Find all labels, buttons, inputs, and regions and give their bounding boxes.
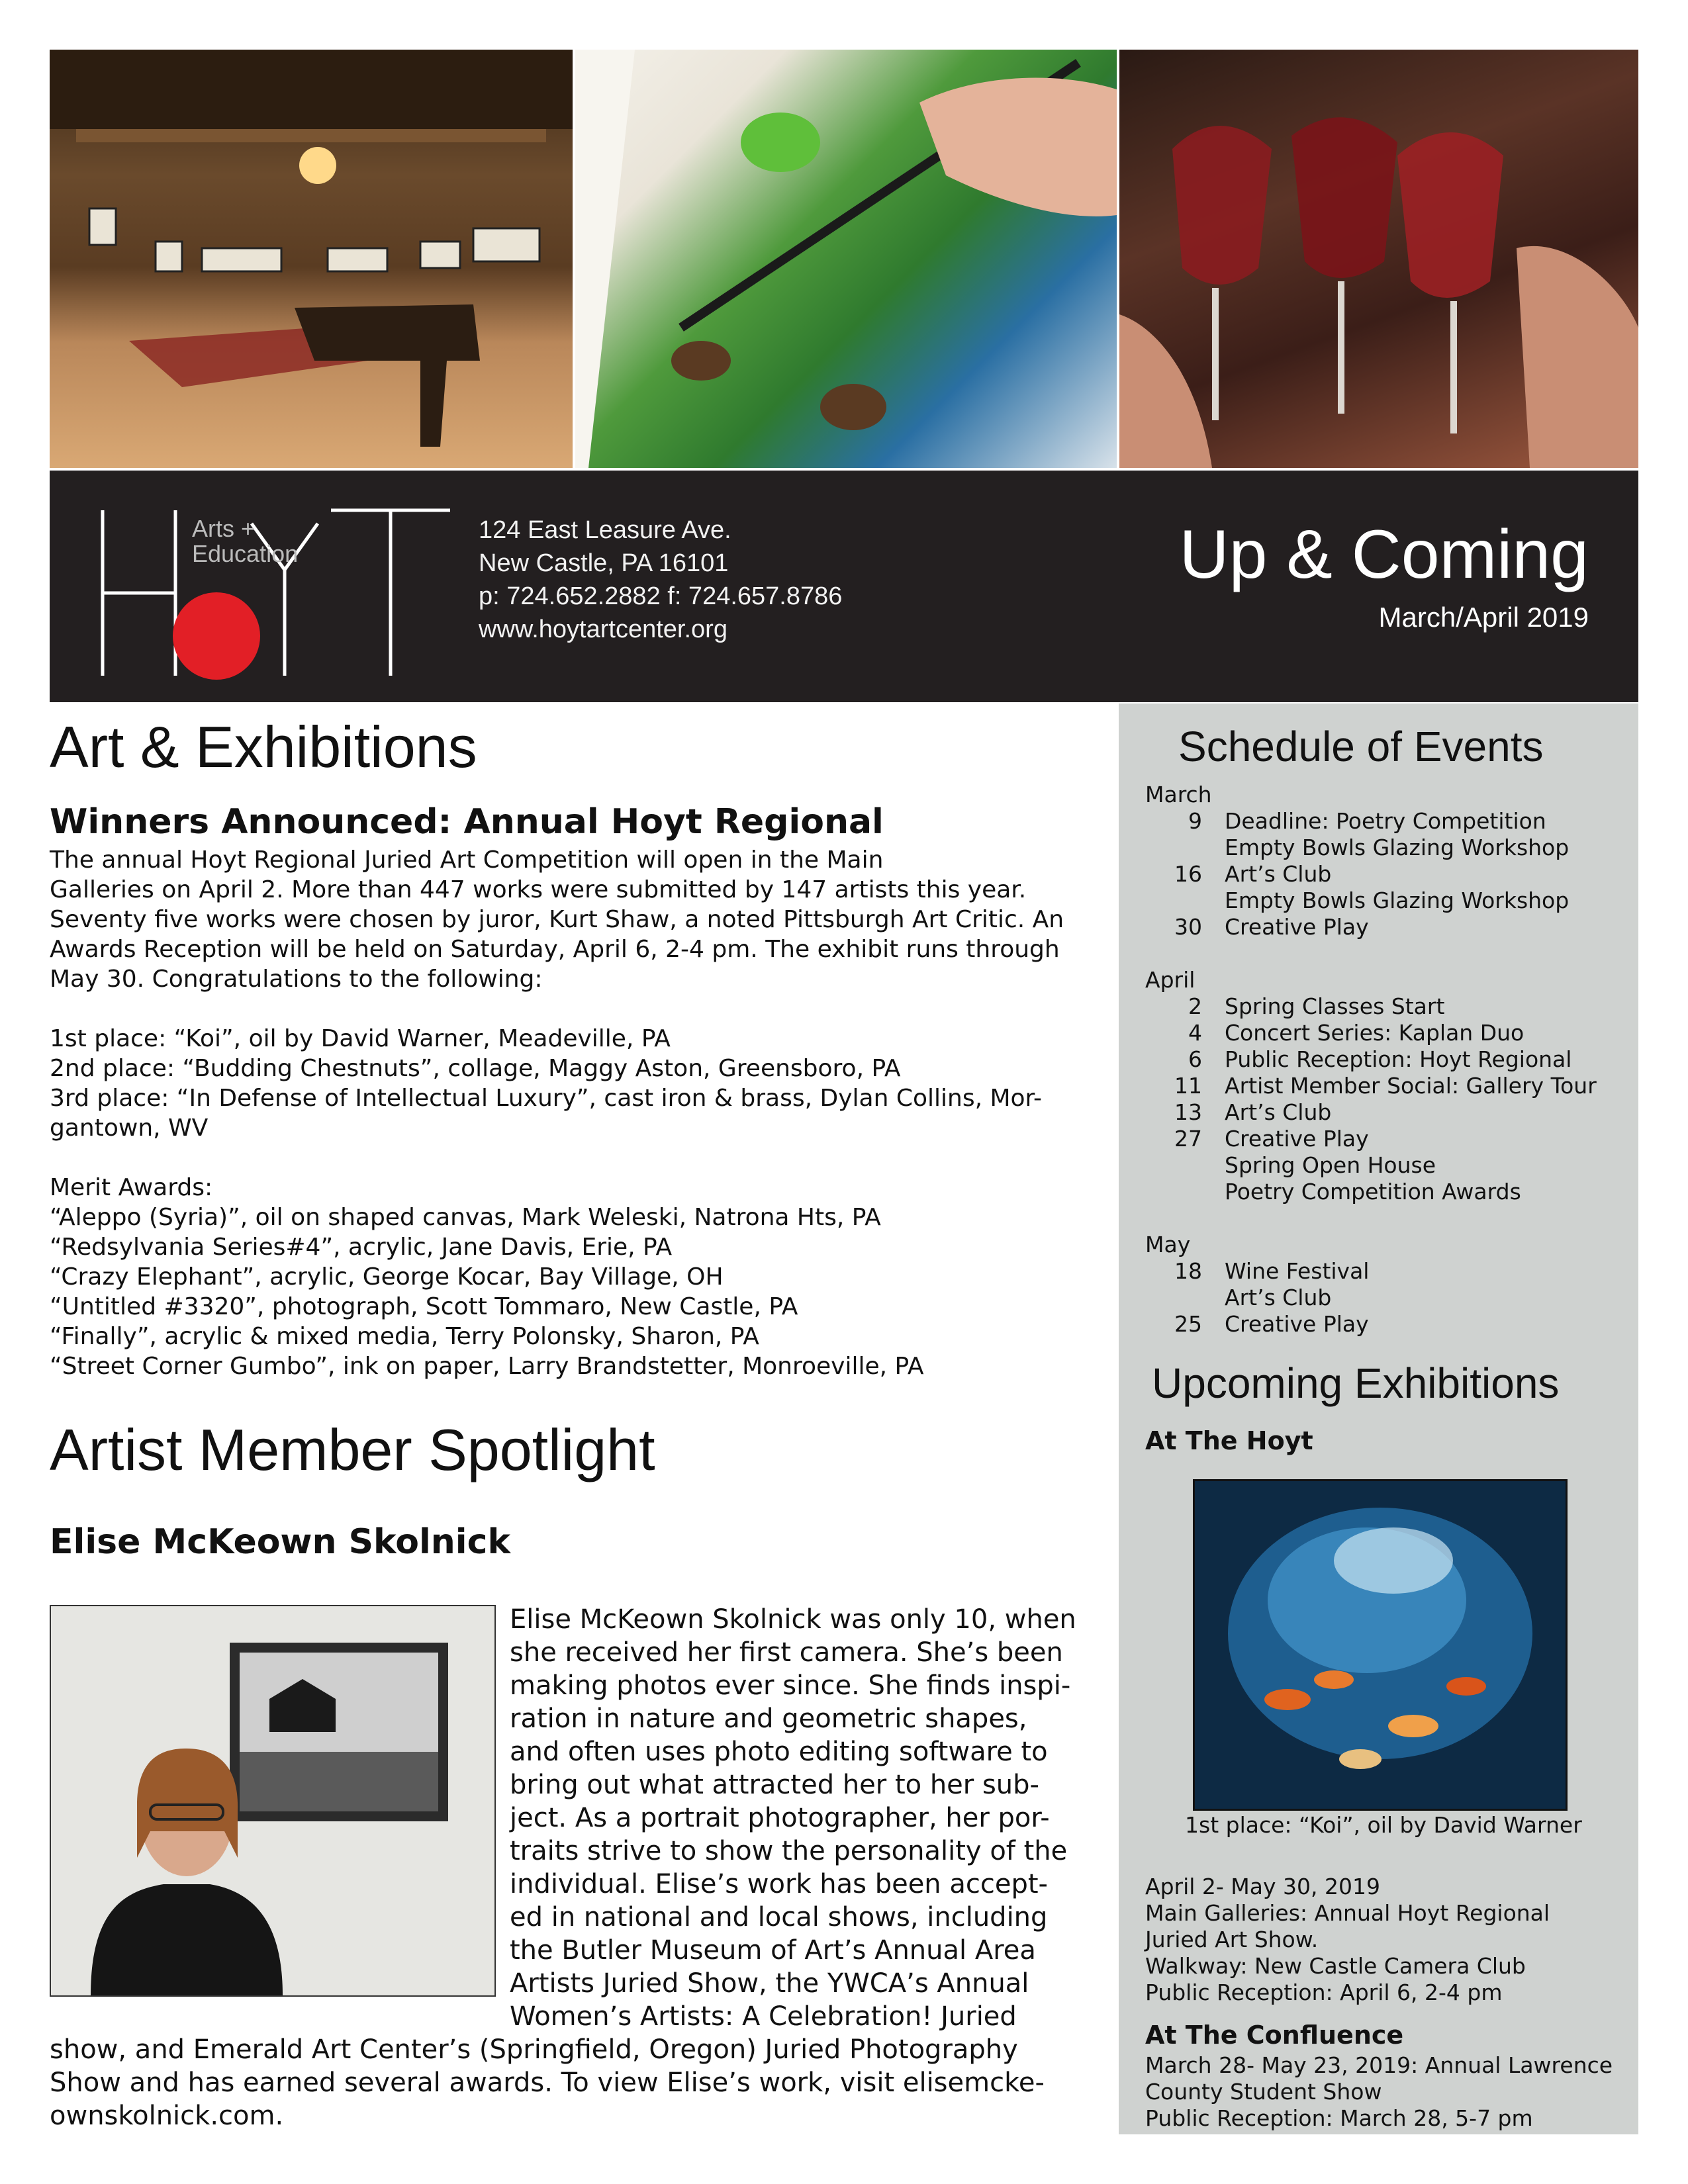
at-confluence-details: [1145, 2052, 1613, 2132]
bio-line: Women’s Artists: A Celebration! Juried: [510, 2001, 1017, 2032]
month-label: April: [1145, 967, 1196, 993]
place-line: 1st place: “Koi”, oil by David Warner, Meadeville, PA: [50, 1025, 671, 1052]
bio-line: ownskolnick.com.: [50, 2101, 284, 2131]
spotlight-artist-name: Elise McKeown Skolnick: [50, 1522, 511, 1562]
spotlight-heading: Artist Member Spotlight: [50, 1417, 655, 1482]
hoyt-logo: [96, 484, 467, 696]
upcoming-heading: Upcoming Exhibitions: [1152, 1359, 1560, 1407]
bio-line: ject. As a portrait photographer, her por-: [510, 1803, 1050, 1833]
event-title: Empty Bowls Glazing Workshop: [1225, 835, 1570, 860]
event-day: 16: [1174, 861, 1202, 887]
spotlight-bio-full: [50, 2033, 1082, 2132]
winners-intro: [50, 845, 1082, 994]
event-row: [1145, 835, 1622, 861]
text-line: May 30. Congratulations to the following:: [50, 966, 543, 993]
event-day: 27: [1174, 1126, 1202, 1152]
event-day: 18: [1174, 1258, 1202, 1284]
merit-heading: Merit Awards:: [50, 1174, 213, 1201]
event-row: [1145, 914, 1622, 940]
event-row: [1145, 808, 1622, 835]
event-row: [1145, 1073, 1622, 1099]
gallery-room-photo: [50, 50, 573, 468]
merit-line: “Aleppo (Syria)”, oil on shaped canvas, Mark Weleski, Natrona Hts, PA: [50, 1204, 881, 1231]
address-city: New Castle, PA 16101: [479, 549, 729, 577]
merit-line: “Street Corner Gumbo”, ink on paper, Larry Brandstetter, Monroeville, PA: [50, 1353, 924, 1380]
detail-line: Main Galleries: Annual Hoyt Regional: [1145, 1900, 1550, 1926]
koi-painting: [1193, 1479, 1568, 1811]
text-line: Galleries on April 2. More than 447 works were submitted by 147 artists this year.: [50, 876, 1027, 903]
event-day: 4: [1188, 1020, 1202, 1046]
event-row: [1145, 1046, 1622, 1073]
event-day: 30: [1174, 914, 1202, 940]
newsletter-title: Up & Coming: [1179, 516, 1589, 593]
schedule-heading: Schedule of Events: [1178, 723, 1544, 770]
bio-line: ration in nature and geometric shapes,: [510, 1704, 1027, 1734]
header-banner: [50, 471, 1638, 702]
event-day: 13: [1174, 1099, 1202, 1125]
event-day: 9: [1188, 808, 1202, 834]
at-confluence-heading: At The Confluence: [1145, 2021, 1404, 2050]
event-title: Art’s Club: [1225, 1285, 1332, 1310]
event-title: Art’s Club: [1225, 861, 1332, 887]
at-hoyt-heading: At The Hoyt: [1145, 1426, 1313, 1455]
text-line: The annual Hoyt Regional Juried Art Competition will open in the Main: [50, 846, 884, 874]
logo-subtitle-2: Education: [192, 540, 299, 567]
spotlight-bio-wrapped: [510, 1603, 1105, 2033]
event-day: 2: [1188, 993, 1202, 1019]
event-day: 6: [1188, 1046, 1202, 1072]
event-title: Empty Bowls Glazing Workshop: [1225, 887, 1570, 913]
event-title: Spring Classes Start: [1225, 993, 1445, 1019]
event-title: Creative Play: [1225, 1311, 1369, 1337]
event-title: Poetry Competition Awards: [1225, 1179, 1521, 1205]
bio-line: Artists Juried Show, the YWCA’s Annual: [510, 1968, 1029, 1999]
event-title: Spring Open House: [1225, 1152, 1436, 1178]
event-title: Public Reception: Hoyt Regional: [1225, 1046, 1572, 1072]
merit-line: “Redsylvania Series#4”, acrylic, Jane Davis, Erie, PA: [50, 1234, 673, 1261]
wine-toast-photo: [1119, 50, 1638, 468]
event-title: Wine Festival: [1225, 1258, 1370, 1284]
event-row: [1145, 993, 1622, 1020]
bio-line: Show and has earned several awards. To view Elise’s work, visit elisemcke-: [50, 2068, 1045, 2098]
event-row: [1145, 887, 1622, 914]
event-title: Deadline: Poetry Competition: [1225, 808, 1546, 834]
event-day: 11: [1174, 1073, 1202, 1099]
winners-heading: Winners Announced: Annual Hoyt Regional: [50, 802, 884, 842]
detail-line: Walkway: New Castle Camera Club: [1145, 1953, 1526, 1979]
event-row: [1145, 1126, 1622, 1152]
painting-hand-photo: [575, 50, 1117, 468]
bio-line: bring out what attracted her to her sub-: [510, 1770, 1039, 1800]
koi-caption: 1st place: “Koi”, oil by David Warner: [1185, 1812, 1582, 1838]
bio-line: ed in national and local shows, including: [510, 1902, 1048, 1933]
website-link[interactable]: www.hoytartcenter.org: [479, 615, 727, 643]
event-row: [1145, 1179, 1622, 1205]
merit-awards: [50, 1173, 1082, 1381]
event-title: Art’s Club: [1225, 1099, 1332, 1125]
event-day: 25: [1174, 1311, 1202, 1337]
place-line: 2nd place: “Budding Chestnuts”, collage, Maggy Aston, Greensboro, PA: [50, 1055, 901, 1082]
place-line: 3rd place: “In Defense of Intellectual Luxury”, cast iron & brass, Dylan Collins, Mor-: [50, 1085, 1043, 1112]
newsletter-issue-date: March/April 2019: [1378, 602, 1589, 633]
text-line: Seventy five works were chosen by juror, Kurt Shaw, a noted Pittsburgh Art Critic. An: [50, 906, 1064, 933]
event-row: [1145, 1020, 1622, 1046]
event-row: [1145, 1285, 1622, 1311]
bio-line: show, and Emerald Art Center’s (Springfield, Oregon) Juried Photography: [50, 2034, 1018, 2065]
merit-line: “Crazy Elephant”, acrylic, George Kocar, Bay Village, OH: [50, 1263, 724, 1291]
address-street: 124 East Leasure Ave.: [479, 516, 731, 544]
logo-subtitle-1: Arts +: [192, 515, 256, 542]
address-phone: p: 724.652.2882 f: 724.657.8786: [479, 582, 843, 610]
month-label: May: [1145, 1232, 1191, 1257]
month-label: March: [1145, 782, 1212, 807]
at-hoyt-details: [1145, 1874, 1550, 2006]
artist-portrait-photo: [50, 1605, 496, 1997]
event-row: [1145, 1258, 1622, 1285]
detail-line: Public Reception: March 28, 5-7 pm: [1145, 2105, 1533, 2131]
text-line: Awards Reception will be held on Saturday, April 6, 2-4 pm. The exhibit runs through: [50, 936, 1060, 963]
bio-line: traits strive to show the personality of the: [510, 1836, 1068, 1866]
event-title: Artist Member Social: Gallery Tour: [1225, 1073, 1597, 1099]
event-title: Creative Play: [1225, 1126, 1369, 1152]
detail-line: Juried Art Show.: [1145, 1927, 1319, 1952]
bio-line: Elise McKeown Skolnick was only 10, when: [510, 1604, 1076, 1635]
bio-line: and often uses photo editing software to: [510, 1737, 1048, 1767]
winners-places: [50, 1024, 1082, 1143]
bio-line: the Butler Museum of Art’s Annual Area: [510, 1935, 1036, 1966]
place-line: gantown, WV: [50, 1115, 209, 1142]
event-title: Creative Play: [1225, 914, 1369, 940]
bio-line: she received her first camera. She’s been: [510, 1637, 1063, 1668]
event-row: [1145, 1311, 1622, 1338]
event-row: [1145, 1099, 1622, 1126]
detail-line: County Student Show: [1145, 2079, 1382, 2105]
logo-red-dot: [173, 592, 260, 680]
bio-line: individual. Elise’s work has been accept-: [510, 1869, 1048, 1899]
detail-line: April 2- May 30, 2019: [1145, 1874, 1380, 1899]
event-row: [1145, 861, 1622, 887]
detail-line: March 28- May 23, 2019: Annual Lawrence: [1145, 2052, 1613, 2078]
event-title: Concert Series: Kaplan Duo: [1225, 1020, 1524, 1046]
event-row: [1145, 1152, 1622, 1179]
merit-line: “Finally”, acrylic & mixed media, Terry Polonsky, Sharon, PA: [50, 1323, 759, 1350]
sidebar-panel: [1119, 704, 1638, 2134]
bio-line: making photos ever since. She finds inspi-: [510, 1670, 1071, 1701]
merit-line: “Untitled #3320”, photograph, Scott Tommaro, New Castle, PA: [50, 1293, 798, 1320]
detail-line: Public Reception: April 6, 2-4 pm: [1145, 1979, 1503, 2005]
art-exhibitions-heading: Art & Exhibitions: [50, 714, 477, 780]
